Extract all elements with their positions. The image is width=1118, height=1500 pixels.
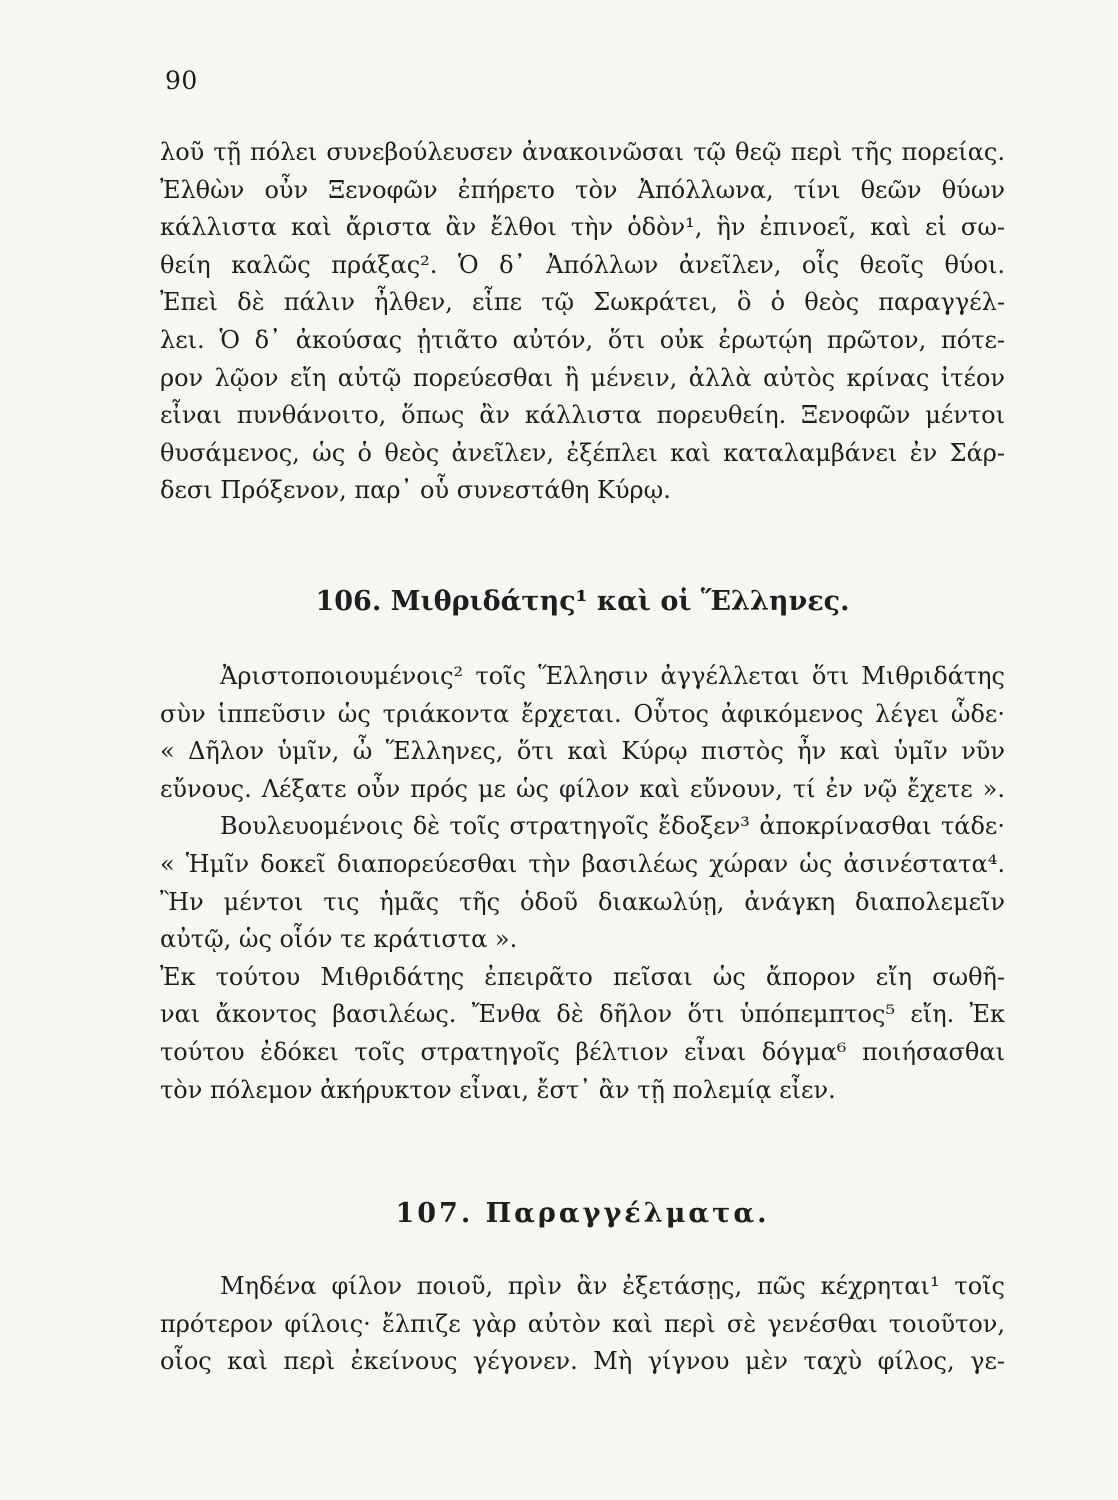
text-line: εὔνους. Λέξατε οὖν πρός με ὡς φίλον καὶ εὔνουν, τί ἐν νῷ ἔχετε ». bbox=[160, 774, 1005, 803]
text-line: « Ἡμῖν δοκεῖ διαπορεύεσθαι τὴν βασιλέως χώραν ὡς ἀσινέστατα⁴. bbox=[160, 849, 1005, 878]
text-line: Ἐλθὼν οὖν Ξενοφῶν ἐπήρετο τὸν Ἀπόλλωνα, τίνι θεῶν θύων bbox=[160, 175, 1005, 204]
text-line: εἶναι πυνθάνοιτο, ὅπως ἂν κάλλιστα πορευθείη. Ξενοφῶν μέντοι bbox=[160, 401, 1005, 430]
text-line: ρον λῷον εἴη αὐτῷ πορεύεσθαι ἢ μένειν, ἀλλὰ αὐτὸς κρίνας ἰτέον bbox=[160, 363, 1005, 392]
section-107-body bbox=[160, 1268, 1005, 1381]
text-line: Μηδένα φίλον ποιοῦ, πρὶν ἂν ἐξετάσῃς, πῶς κέχρηται¹ τοῖς bbox=[220, 1272, 1005, 1300]
text-line: Ἐπεὶ δὲ πάλιν ἦλθεν, εἶπε τῷ Σωκράτει, ὃ ὁ θεὸς παραγγέλ- bbox=[160, 288, 1005, 317]
text-line: ναι ἄκοντος βασιλέως. Ἔνθα δὲ δῆλον ὅτι ὑπόπεμπτος⁵ εἴη. Ἐκ bbox=[160, 1000, 1005, 1029]
text-line: οἷος καὶ περὶ ἐκείνους γέγονεν. Μὴ γίγνου μὲν ταχὺ φίλος, γε- bbox=[160, 1347, 1005, 1376]
text-line: « Δῆλον ὑμῖν, ὦ Ἕλληνες, ὅτι καὶ Κύρῳ πιστὸς ἦν καὶ ὑμῖν νῦν bbox=[160, 737, 1005, 766]
section-106-heading: 106. Μιθριδάτης¹ καὶ οἱ Ἕλληνες. bbox=[315, 586, 850, 617]
text-line: κάλλιστα καὶ ἄριστα ἂν ἔλθοι τὴν ὁδὸν¹, ἣν ἐπινοεῖ, καὶ εἰ σω- bbox=[160, 213, 1005, 242]
text-line: λοῦ τῇ πόλει συνεβούλευσεν ἀνακοινῶσαι τῷ θεῷ περὶ τῆς πορείας. bbox=[160, 138, 1005, 166]
text-line: τούτου ἐδόκει τοῖς στρατηγοῖς βέλτιον εἶναι δόγμα⁶ ποιήσασθαι bbox=[160, 1037, 1005, 1066]
section-107-heading: 107. Παραγγέλματα. bbox=[395, 1198, 770, 1229]
page-number: 90 bbox=[165, 66, 198, 95]
text-line: Ἢν μέντοι τις ἡμᾶς τῆς ὁδοῦ διακωλύῃ, ἀνάγκη διαπολεμεῖν bbox=[160, 887, 1005, 916]
text-line: Ἐκ τούτου Μιθριδάτης ἐπειρᾶτο πεῖσαι ὡς ἄπορον εἴη σωθῆ- bbox=[160, 962, 1005, 991]
text-line: θείη καλῶς πράξας². Ὁ δ᾽ Ἀπόλλων ἀνεῖλεν, οἷς θεοῖς θύοι. bbox=[160, 250, 1005, 279]
text-line: τὸν πόλεμον ἀκήρυκτον εἶναι, ἔστ᾽ ἂν τῇ πολεμίᾳ εἶεν. bbox=[160, 1075, 836, 1104]
text-line: θυσάμενος, ὡς ὁ θεὸς ἀνεῖλεν, ἐξέπλει καὶ καταλαμβάνει ἐν Σάρ- bbox=[160, 438, 1005, 467]
text-line: αὐτῷ, ὡς οἷόν τε κράτιστα ». bbox=[160, 925, 518, 954]
section-105-continuation bbox=[160, 134, 1005, 510]
text-line: Βουλευομένοις δὲ τοῖς στρατηγοῖς ἔδοξεν³ ἀποκρίνασθαι τάδε· bbox=[220, 812, 1005, 841]
text-line: δεσι Πρόξενον, παρ᾽ οὗ συνεστάθη Κύρῳ. bbox=[160, 476, 671, 505]
text-line: Ἀριστοποιουμένοις² τοῖς Ἕλλησιν ἀγγέλλεται ὅτι Μιθριδάτης bbox=[220, 662, 1005, 690]
text-line: λει. Ὁ δ᾽ ἀκούσας ᾐτιᾶτο αὐτόν, ὅτι οὐκ ἐρωτῴη πρῶτον, πότε- bbox=[160, 325, 1005, 354]
text-line: σὺν ἱππεῦσιν ὡς τριάκοντα ἔρχεται. Οὗτος ἀφικόμενος λέγει ὧδε· bbox=[160, 699, 1005, 728]
text-line: πρότερον φίλοις· ἔλπιζε γὰρ αὐτὸν καὶ περὶ σὲ γενέσθαι τοιοῦτον, bbox=[160, 1309, 1005, 1338]
section-106-body bbox=[160, 658, 1005, 1109]
